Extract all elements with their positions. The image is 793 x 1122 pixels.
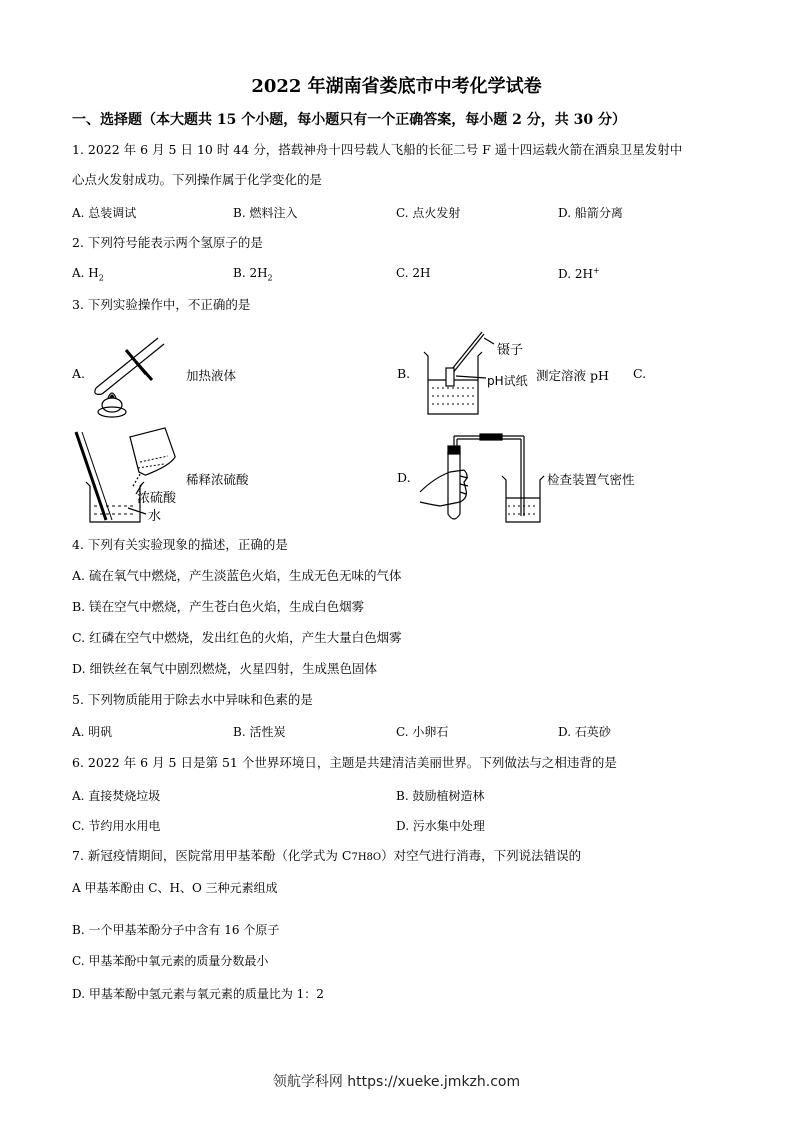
q3-c-caption: 稀释浓硫酸 [186, 472, 249, 487]
q5-option-b: B. 活性炭 [233, 725, 286, 739]
q4-option-c: C. 红磷在空气中燃烧，发出红色的火焰，产生大量白色烟雾 [72, 630, 402, 645]
q2-option-a: A. $H_2$ [72, 266, 104, 283]
q3-d-caption: 检查装置气密性 [547, 472, 635, 487]
q7-formula: 7H8O [351, 852, 382, 863]
section-heading: 一、选择题（本大题共 15 个小题，每小题只有一个正确答案，每小题 2 分，共 30 分） [72, 112, 626, 128]
q2-option-d: D. 2H+ [558, 266, 600, 281]
page-title: 2022 年湖南省娄底市中考化学试卷 [251, 76, 542, 97]
water-label: 水 [148, 509, 162, 524]
q4-stem: 4. 下列有关实验现象的描述，正确的是 [72, 537, 288, 552]
q7-option-c: C. 甲基苯酚中氧元素的质量分数最小 [72, 954, 269, 968]
q1-stem-line1: 1. 2022 年 6 月 5 日 10 时 44 分，搭载神舟十四号载人飞船的长征二号 F 遥十四运载火箭在酒泉卫星发射中 [72, 142, 683, 157]
q7-option-b: B. 一个甲基苯酚分子中含有 16 个原子 [72, 923, 280, 937]
q5-stem: 5. 下列物质能用于除去水中异味和色素的是 [72, 692, 313, 707]
q3-a-letter: A. [72, 366, 86, 381]
q5-option-c: C. 小卵石 [396, 725, 449, 739]
q7-option-a: A 甲基苯酚由 C、H、O 三种元素组成 [72, 881, 278, 895]
q3-c-letter: C. [633, 366, 647, 381]
q6-stem: 6. 2022 年 6 月 5 日是第 51 个世界环境日，主题是共建清洁美丽世界。下列做法与之相违背的是 [72, 755, 617, 770]
airtightness-figure [420, 432, 545, 524]
q2-option-c: C. 2H [396, 266, 431, 280]
q1-option-c: C. 点火发射 [396, 206, 461, 220]
footer-watermark: 领航学科网 https://xueke.jmkzh.com [272, 1074, 521, 1090]
q1-stem-line2: 心点火发射成功。下列操作属于化学变化的是 [72, 172, 323, 187]
ph-test-figure [420, 330, 490, 415]
q6-option-c: C. 节约用水用电 [72, 819, 161, 833]
q3-stem: 3. 下列实验操作中，不正确的是 [72, 297, 251, 312]
q3-d-letter: D. [397, 470, 411, 485]
q5-option-a: A. 明矾 [72, 725, 113, 739]
q1-option-b: B. 燃料注入 [233, 206, 298, 220]
q5-option-d: D. 石英砂 [558, 725, 611, 739]
q7-stem: 7. 新冠疫情期间，医院常用甲基苯酚（化学式为 C7H8O）对空气进行消毒，下列说法错误的 [72, 848, 582, 863]
q2-option-b: B. $2H_2$ [233, 266, 273, 283]
q6-option-b: B. 鼓励植树造林 [396, 789, 485, 803]
q4-option-d: D. 细铁丝在氧气中剧烈燃烧，火星四射，生成黑色固体 [72, 661, 378, 676]
q6-option-d: D. 污水集中处理 [396, 819, 485, 833]
q2-stem: 2. 下列符号能表示两个氢原子的是 [72, 235, 263, 250]
q7-option-d: D. 甲基苯酚中氢元素与氧元素的质量比为 1：2 [72, 987, 324, 1001]
acid-label: 浓硫酸 [137, 491, 177, 506]
q1-option-d: D. 船箭分离 [558, 206, 623, 220]
q1-option-a: A. 总装调试 [72, 206, 137, 220]
q3-a-caption: 加热液体 [186, 368, 237, 383]
q3-b-letter: B. [397, 366, 411, 381]
q3-b-caption: 测定溶液 pH [536, 368, 609, 383]
q4-option-a: A. 硫在氧气中燃烧，产生淡蓝色火焰，生成无色无味的气体 [72, 568, 402, 583]
tweezers-label: 镊子 [497, 343, 524, 358]
heating-liquid-figure [86, 330, 176, 418]
ph-paper-label: pH试纸 [487, 374, 528, 388]
q6-option-a: A. 直接焚烧垃圾 [72, 789, 161, 803]
dilute-acid-figure [72, 430, 182, 525]
q4-option-b: B. 镁在空气中燃烧，产生苍白色火焰，生成白色烟雾 [72, 599, 365, 614]
